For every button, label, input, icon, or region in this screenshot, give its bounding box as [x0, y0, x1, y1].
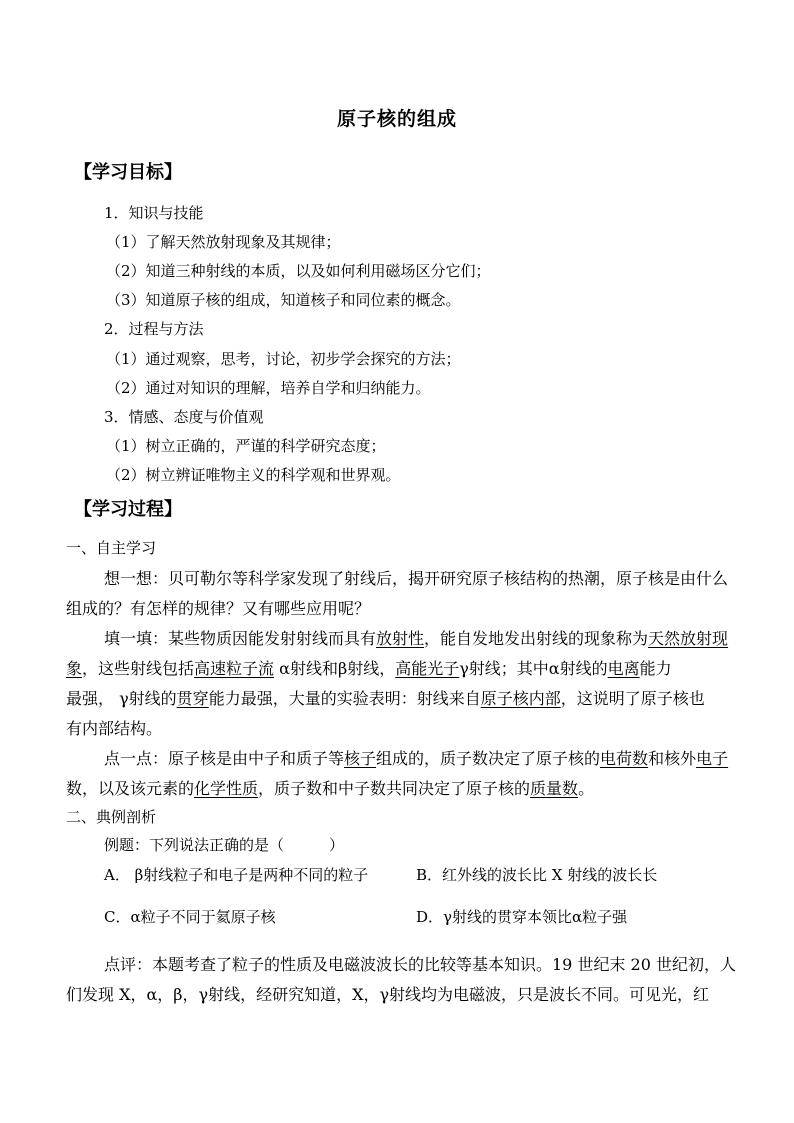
point-answer: 电荷数 [600, 749, 649, 768]
fill-text: 填一填：某些物质因能发射射线而具有 [104, 629, 377, 648]
comment-line-2: 们发现 X，α，β，γ射线，经研究知道，X，γ射线均为电磁波，只是波长不同。可见光，红 [66, 985, 710, 1004]
fill-answer: 放射性 [376, 629, 425, 648]
point-text: 组成的，质子数决定了原子核的 [376, 749, 601, 768]
goals-heading: 【学习目标】 [74, 162, 182, 183]
point-line-1 [104, 746, 774, 769]
goal-item: （2）知道三种射线的本质，以及如何利用磁场区分它们； [106, 262, 491, 280]
part-2-heading: 二、典例剖析 [66, 808, 157, 826]
point-text: 和核外 [648, 749, 697, 768]
fill-text: γ射线的 [114, 689, 177, 708]
point-answer: 化学性质 [194, 779, 259, 798]
fill-answer: 象 [66, 659, 83, 678]
point-line-2 [66, 776, 736, 799]
point-text: 点一点：原子核是由中子和质子等 [104, 749, 345, 768]
fill-answer: 高速粒子流 [194, 659, 275, 678]
point-answer: 核子 [344, 749, 377, 768]
point-answer: 电子 [696, 749, 729, 768]
goal-item: （1）树立正确的，严谨的科学研究态度； [106, 437, 386, 455]
fill-text: α射线和 [274, 659, 338, 678]
goal-item: （3）知道原子核的组成，知道核子和同位素的概念。 [106, 291, 461, 309]
goal-item: （2）通过对知识的理解，培养自学和归纳能力。 [106, 379, 431, 397]
fill-text: 最强， [66, 689, 115, 708]
option-d: D．γ射线的贯穿本领比α粒子强 [416, 908, 628, 926]
fill-text: ，这说明了原子核也 [560, 689, 705, 708]
fill-text: ，能自发地发出射线的现象称为 [424, 629, 649, 648]
fill-answer: 高能光子 [395, 659, 460, 678]
option-c: C．α粒子不同于氦原子核 [104, 908, 276, 926]
fill-line-4: 有内部结构。 [66, 719, 163, 738]
goal-item: （2）树立辨证唯物主义的科学观和世界观。 [106, 466, 401, 484]
process-heading: 【学习过程】 [74, 499, 182, 520]
goal-section-2: 2．过程与方法 [104, 320, 204, 338]
goal-item: （1）通过观察，思考，讨论，初步学会探究的方法； [106, 350, 461, 368]
fill-line-1 [104, 626, 774, 649]
example-question: 例题：下列说法正确的是（ ） [104, 836, 345, 854]
think-line-2: 组成的？有怎样的规律？又有哪些应用呢？ [66, 599, 371, 618]
point-text: 数，以及该元素的 [66, 779, 195, 798]
fill-answer: 贯穿 [176, 689, 209, 708]
goal-section-3: 3．情感、态度与价值观 [104, 408, 264, 426]
goal-item: （1）了解天然放射现象及其规律； [106, 233, 341, 251]
goal-section-1: 1．知识与技能 [104, 204, 204, 222]
page-title: 原子核的组成 [336, 108, 457, 130]
point-text: 。 [578, 779, 595, 798]
fill-line-2 [66, 656, 736, 679]
fill-answer: 天然放射现 [648, 629, 729, 648]
fill-text: 能力 [639, 659, 672, 678]
point-text: ，质子数和中子数共同决定了原子核的 [258, 779, 531, 798]
fill-text: ，这些射线包括 [82, 659, 195, 678]
comment-line-1: 点评：本题考查了粒子的性质及电磁波波长的比较等基本知识。19 世纪末 20 世纪初，人 [104, 955, 736, 974]
option-a: A． β射线粒子和电子是两种不同的粒子 [104, 866, 369, 884]
fill-text: 能力最强，大量的实验表明：射线来自 [208, 689, 481, 708]
part-1-heading: 一、自主学习 [66, 539, 157, 557]
fill-line-3 [66, 686, 736, 709]
fill-answer: 电离 [607, 659, 640, 678]
fill-answer: 原子核内部 [480, 689, 561, 708]
point-answer: 质量数 [530, 779, 579, 798]
fill-text: β射线， [337, 659, 396, 678]
option-b: B．红外线的波长比 X 射线的波长长 [416, 866, 658, 884]
think-line-1: 想一想：贝可勒尔等科学家发现了射线后，揭开研究原子核结构的热潮，原子核是由什么 [104, 569, 729, 588]
fill-text: γ射线；其中α射线的 [459, 659, 608, 678]
